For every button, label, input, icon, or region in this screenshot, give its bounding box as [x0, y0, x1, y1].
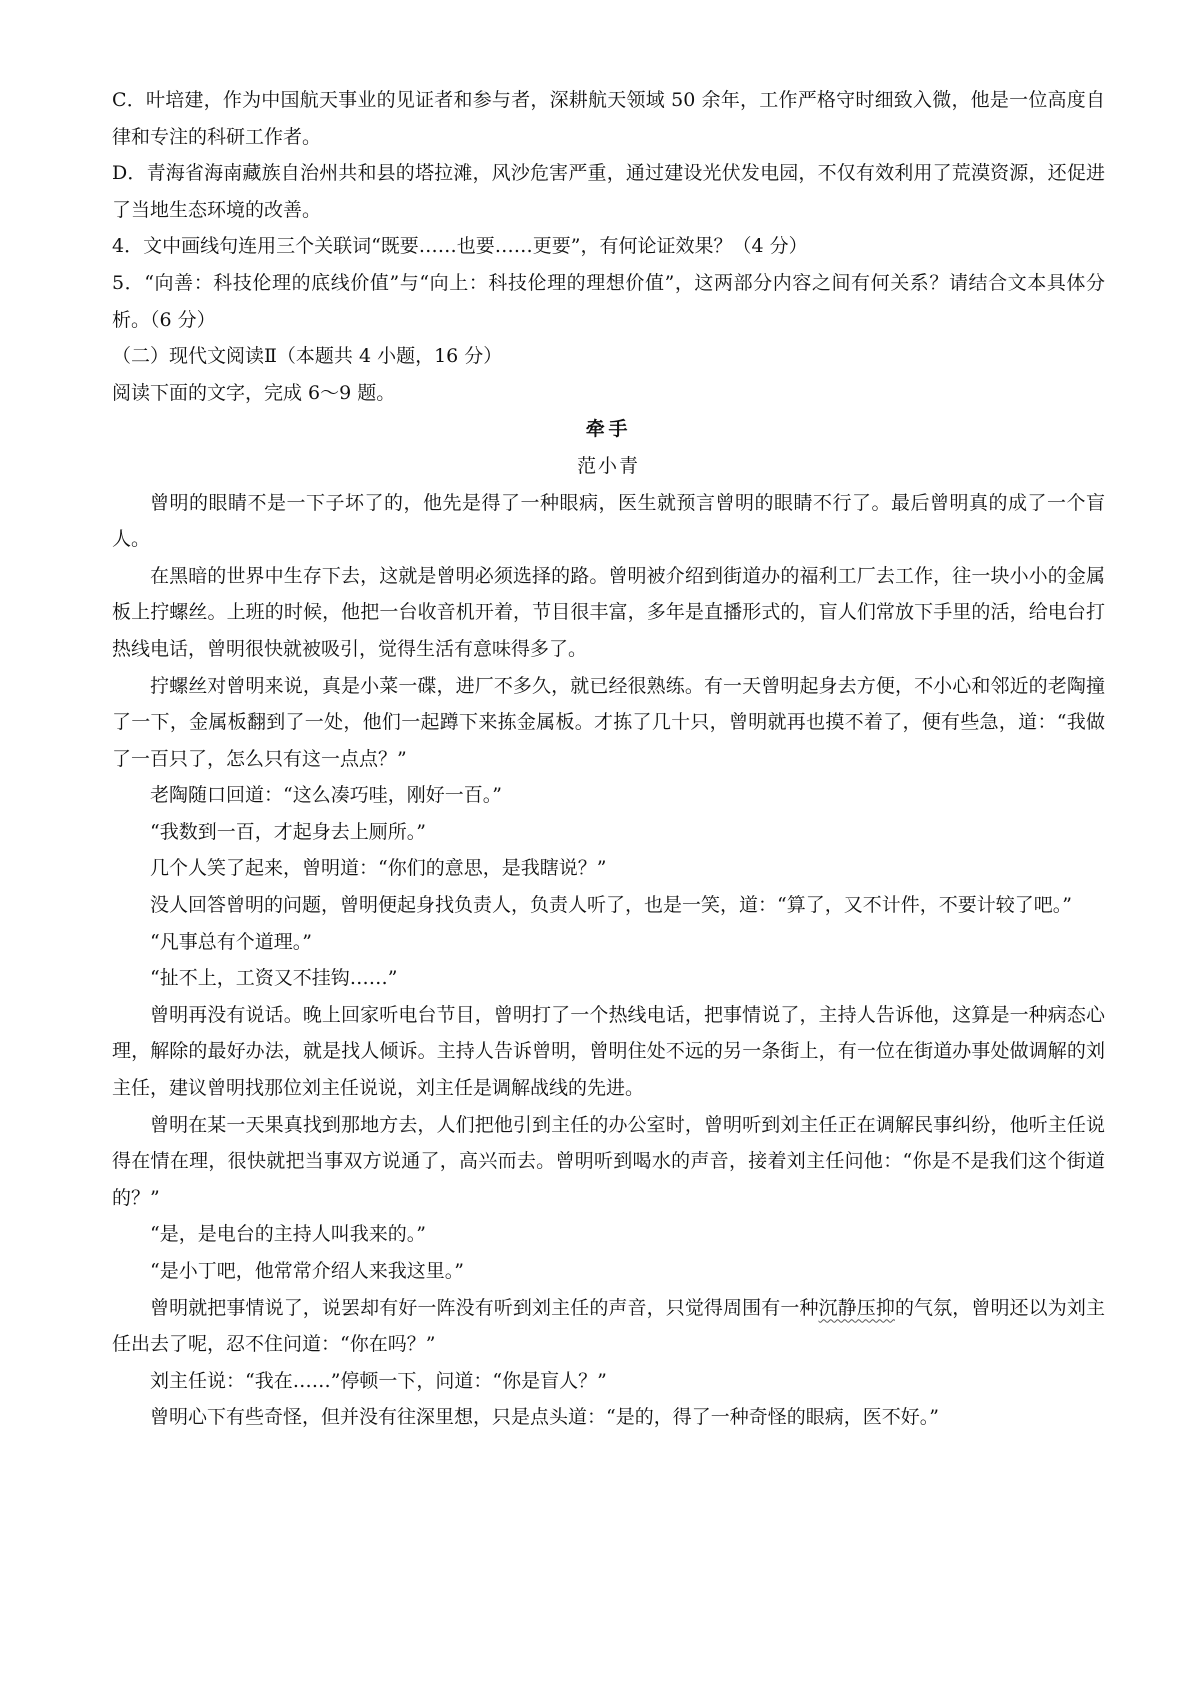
- story-paragraph: 在黑暗的世界中生存下去，这就是曾明必须选择的路。曾明被介绍到街道办的福利工厂去工作，往一块小小的金属板上拧螺丝。上班的时候，他把一台收音机开着，节目很丰富，多年是直播形式的，盲人们常放下手里的活，给电台打热线电话，曾明很快就被吸引，觉得生活有意味得多了。: [112, 564, 1105, 660]
- story-title: 牵手: [585, 418, 632, 441]
- story-paragraph-wavy: [112, 1290, 1105, 1363]
- story-paragraph: 曾明心下有些奇怪，但并没有往深里想，只是点头道：“是的，得了一种奇怪的眼病，医不好。”: [150, 1406, 939, 1429]
- wavy-after-text: 的气氛，曾明还以为刘主任出去了呢，忍不住问道：“你在吗？”: [112, 1296, 1105, 1356]
- story-paragraph: 没人回答曾明的问题，曾明便起身找负责人，负责人听了，也是一笑，道：“算了，又不计件，不要计较了吧。”: [150, 894, 1072, 917]
- story-paragraph: 刘主任说：“我在……”停顿一下，问道：“你是盲人？”: [150, 1369, 607, 1392]
- wavy-underlined-word: 沉静压抑: [818, 1296, 895, 1319]
- story-paragraph: 曾明在某一天果真找到那地方去，人们把他引到主任的办公室时，曾明听到刘主任正在调解民事纠纷，他听主任说得在情在理，很快就把当事双方说通了，高兴而去。曾明听到喝水的声音，接着刘主任问他：“你是不是我们这个街道的？”: [112, 1113, 1105, 1209]
- section-heading: （二）现代文阅读Ⅱ（本题共 4 小题，16 分）: [112, 345, 503, 368]
- story-paragraph: “我数到一百，才起身去上厕所。”: [150, 820, 426, 843]
- option-c: C．叶培建，作为中国航天事业的见证者和参与者，深耕航天领域 50 余年，工作严格守时细致入微，他是一位高度自律和专注的科研工作者。: [112, 89, 1105, 148]
- wavy-before-text: 曾明就把事情说了，说罢却有好一阵没有听到刘主任的声音，只觉得周围有一种: [150, 1296, 819, 1319]
- story-paragraph: 曾明再没有说话。晚上回家听电台节目，曾明打了一个热线电话，把事情说了，主持人告诉他，这算是一种病态心理，解除的最好办法，就是找人倾诉。主持人告诉曾明，曾明住处不远的另一条街上，有一位在街道办事处做调解的刘主任，建议曾明找那位刘主任说说，刘主任是调解战线的先进。: [112, 1003, 1105, 1100]
- story-paragraph: “扯不上，工资又不挂钩……”: [150, 967, 398, 990]
- story-paragraph: 拧螺丝对曾明来说，真是小菜一碟，进厂不多久，就已经很熟练。有一天曾明起身去方便，不小心和邻近的老陶撞了一下，金属板翻到了一处，他们一起蹲下来拣金属板。才拣了几十只，曾明就再也摸不着了，便有些急，道：“我做了一百只了，怎么只有这一点点？”: [112, 674, 1105, 770]
- section-instruction: 阅读下面的文字，完成 6～9 题。: [112, 381, 396, 404]
- story-paragraph: 几个人笑了起来，曾明道：“你们的意思，是我瞎说？”: [150, 857, 607, 880]
- story-paragraph: 老陶随口回道：“这么凑巧哇，刚好一百。”: [150, 784, 502, 807]
- option-d: D．青海省海南藏族自治州共和县的塔拉滩，风沙危害严重，通过建设光伏发电园，不仅有效利用了荒漠资源，还促进了当地生态环境的改善。: [112, 162, 1105, 221]
- story-paragraph: “是，是电台的主持人叫我来的。”: [150, 1223, 426, 1246]
- question-4: 4．文中画线句连用三个关联词“既要……也要……更要”，有何论证效果？（4 分）: [112, 235, 808, 258]
- story-author: 范小青: [577, 454, 640, 477]
- story-paragraph: 曾明的眼睛不是一下子坏了的，他先是得了一种眼病，医生就预言曾明的眼睛不行了。最后曾明真的成了一个盲人。: [112, 491, 1105, 551]
- question-5: 5．“向善：科技伦理的底线价值”与“向上：科技伦理的理想价值”，这两部分内容之间有何关系？请结合文本具体分析。（6 分）: [112, 271, 1105, 331]
- story-paragraph: “凡事总有个道理。”: [150, 930, 312, 953]
- story-paragraph: “是小丁吧，他常常介绍人来我这里。”: [150, 1260, 464, 1282]
